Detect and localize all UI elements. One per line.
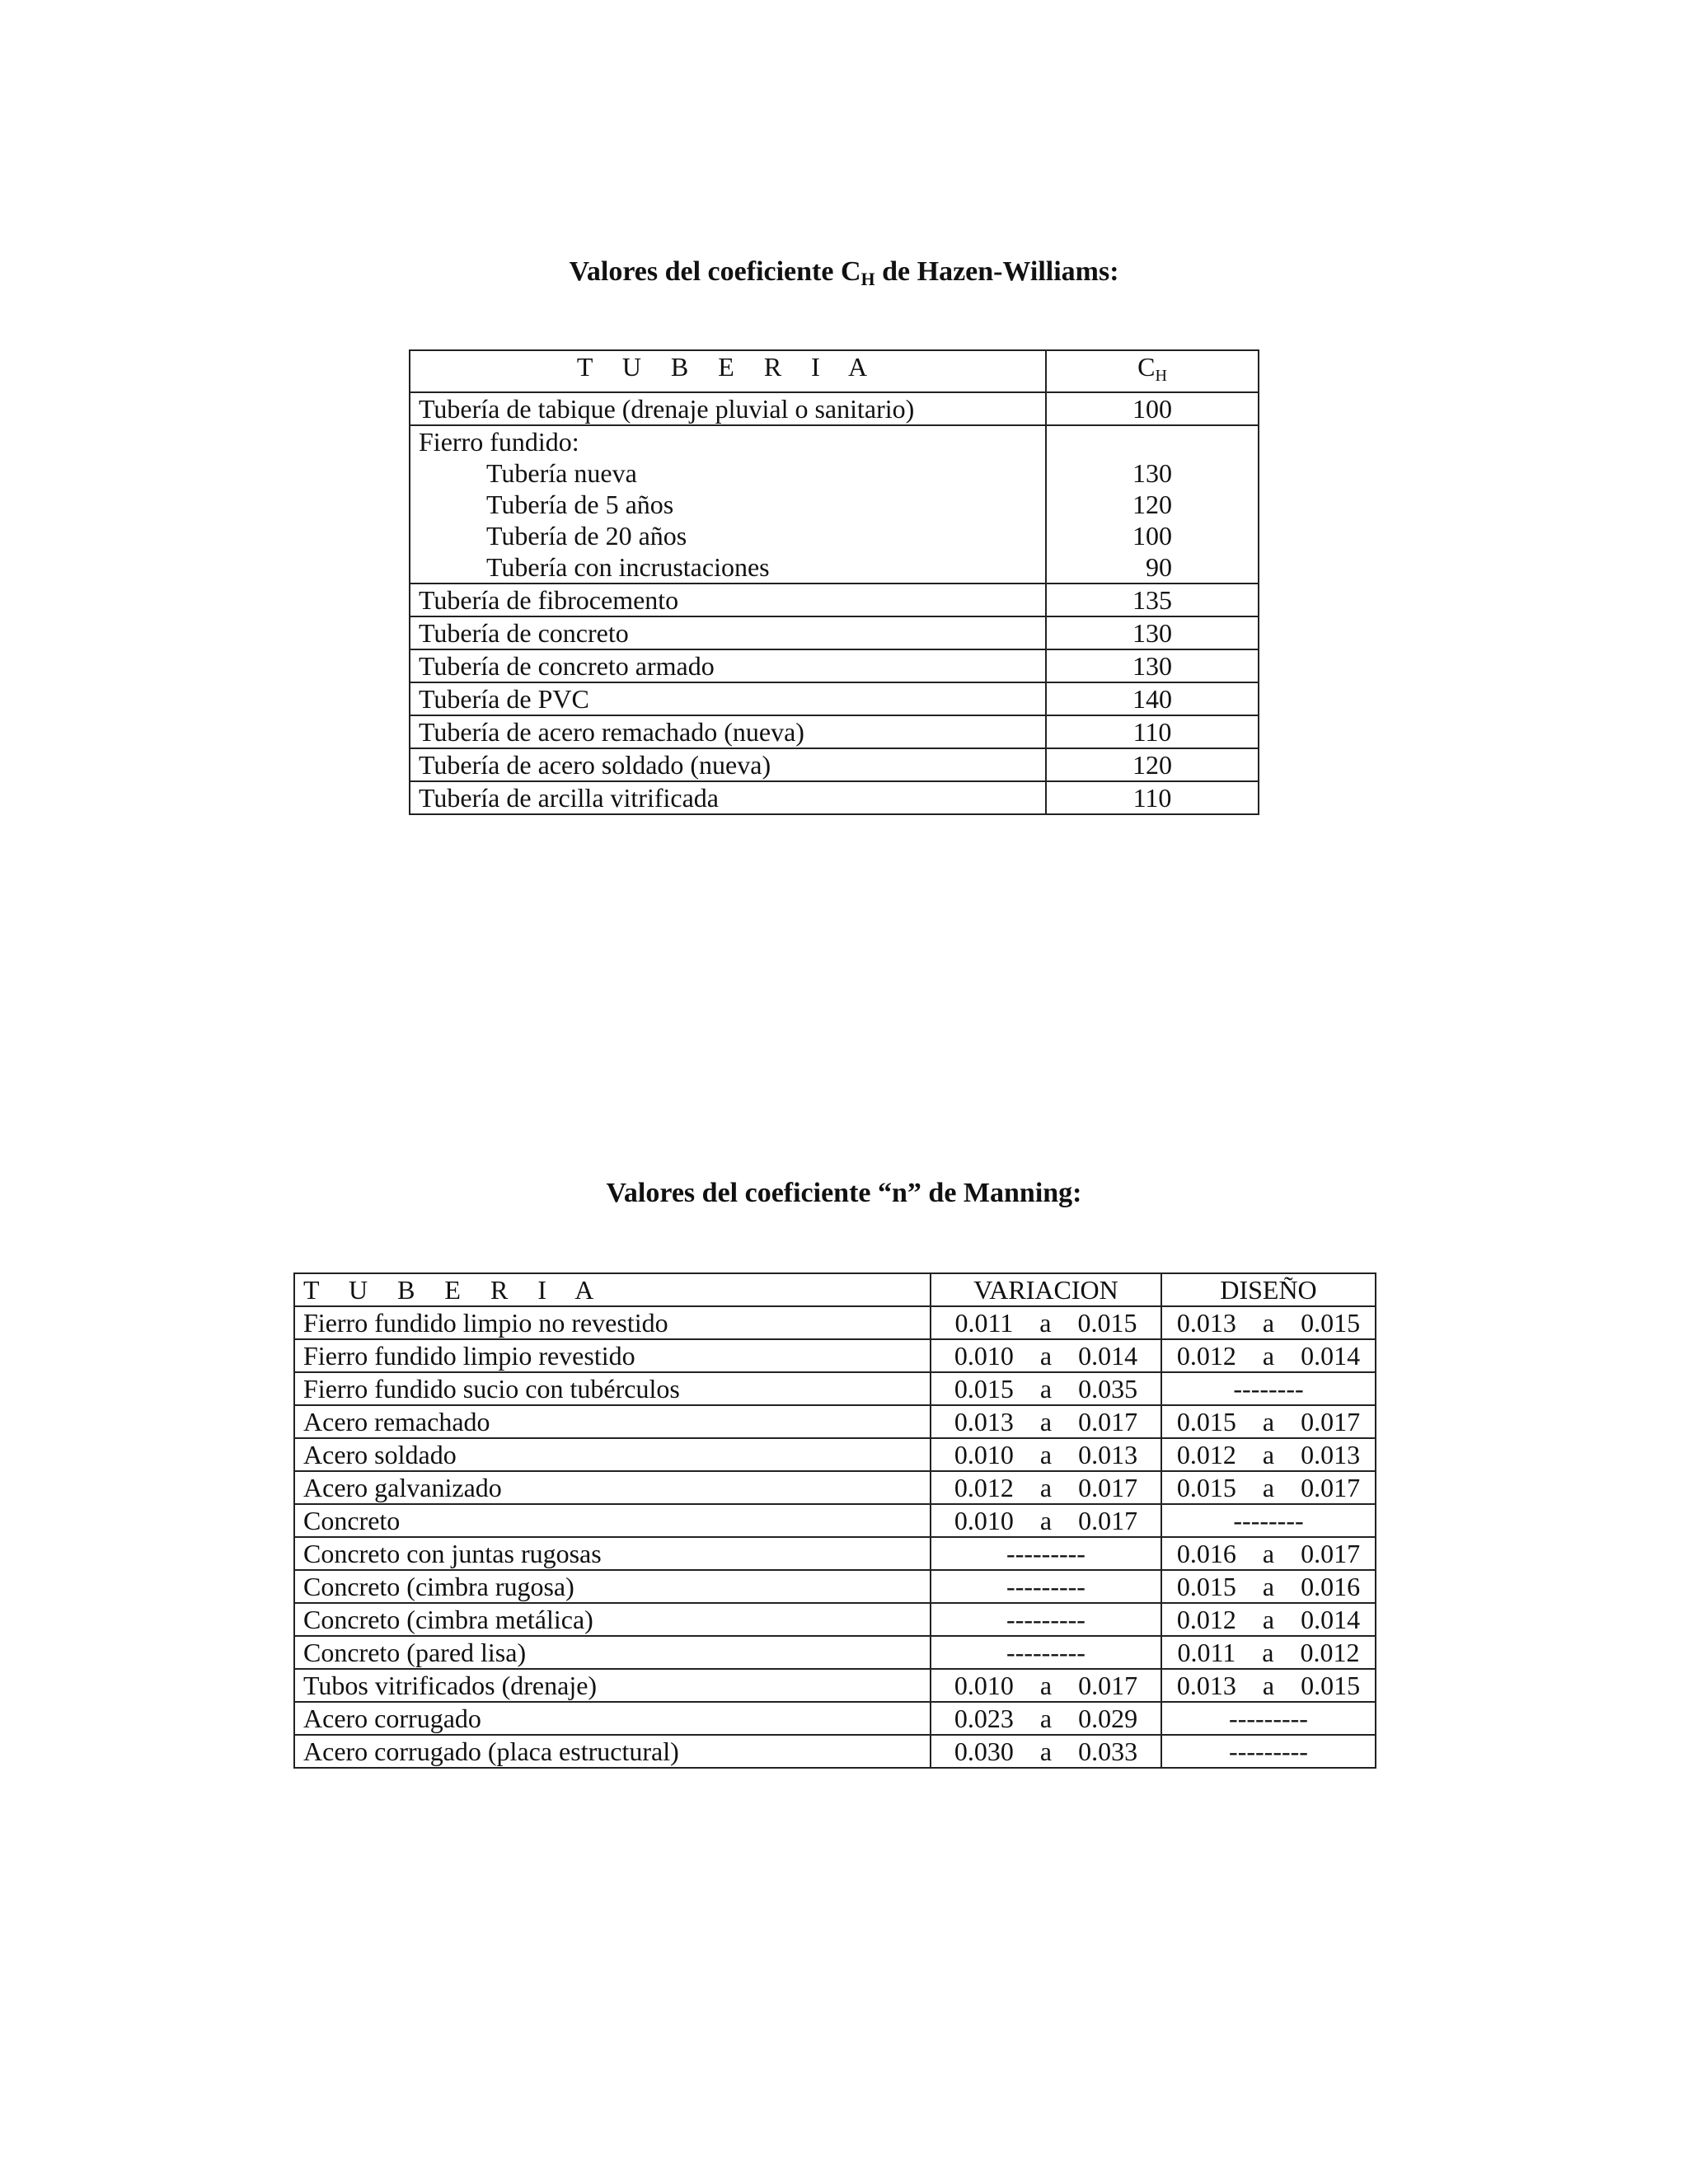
variacion-value: 0.015 a 0.035 [931,1372,1161,1405]
table-row [294,1306,1376,1339]
hazen-williams-table [409,349,1259,815]
group-title: Fierro fundido: [419,427,579,457]
pipe-name: Tubería de fibrocemento [410,583,1046,616]
table-row [294,1372,1376,1405]
variacion-value: 0.023 a 0.029 [931,1702,1161,1735]
pipe-name: Concreto (cimbra metálica) [294,1603,931,1636]
table-row [294,1537,1376,1570]
ch-value: 130 [1046,649,1259,682]
variacion-value: 0.010 a 0.013 [931,1438,1161,1471]
table-row [294,1471,1376,1504]
group-item-value: 90 [1146,552,1172,582]
pipe-name: Tubería de acero soldado (nueva) [410,748,1046,781]
diseno-value: 0.012 a 0.014 [1161,1339,1376,1372]
table-row [294,1603,1376,1636]
diseno-value: 0.015 a 0.016 [1161,1570,1376,1603]
hazen-williams-title: Valores del coeficiente $C_H$ de Hazen-Williams: [569,256,1119,289]
pipe-name: Concreto con juntas rugosas [294,1537,931,1570]
variacion-value: --------- [931,1570,1161,1603]
pipe-name: Tubería de arcilla vitrificada [410,781,1046,814]
table-row [410,649,1259,682]
table-row-group [410,425,1259,583]
diseno-value: 0.016 a 0.017 [1161,1537,1376,1570]
column-header-variacion: VARIACION [931,1273,1161,1306]
diseno-value: 0.013 a 0.015 [1161,1306,1376,1339]
diseno-value: 0.013 a 0.015 [1161,1669,1376,1702]
pipe-name: Tubos vitrificados (drenaje) [294,1669,931,1702]
variacion-value: 0.030 a 0.033 [931,1735,1161,1768]
table-row [410,748,1259,781]
variacion-value: 0.011 a 0.015 [931,1306,1161,1339]
ch-value: 110 [1046,781,1259,814]
column-header-diseno: DISEÑO [1161,1273,1376,1306]
table-header-row [410,350,1259,392]
pipe-name: Acero soldado [294,1438,931,1471]
table-row [294,1405,1376,1438]
diseno-value: 0.012 a 0.014 [1161,1603,1376,1636]
table-row [294,1339,1376,1372]
pipe-name: Tubería de tabique (drenaje pluvial o sanitario) [410,392,1046,425]
group-item-name: Tubería nueva [486,458,637,488]
table-row [410,616,1259,649]
group-item-value: 120 [1132,490,1172,519]
table-row [410,781,1259,814]
variacion-value: 0.012 a 0.017 [931,1471,1161,1504]
table-row [294,1735,1376,1768]
table-row [294,1570,1376,1603]
diseno-value: -------- [1161,1372,1376,1405]
table-row [294,1504,1376,1537]
diseno-value: --------- [1161,1702,1376,1735]
column-header-tuberia: T U B E R I A [410,350,1046,392]
variacion-value: 0.010 a 0.014 [931,1339,1161,1372]
diseno-value: 0.015 a 0.017 [1161,1471,1376,1504]
group-item-value: 130 [1132,458,1172,488]
diseno-value: --------- [1161,1735,1376,1768]
ch-value: 100 [1046,392,1259,425]
pipe-name: Fierro fundido sucio con tubérculos [294,1372,931,1405]
ch-value: 120 [1046,748,1259,781]
table-row [294,1669,1376,1702]
pipe-name: Tubería de PVC [410,682,1046,715]
pipe-name: Tubería de acero remachado (nueva) [410,715,1046,748]
group-item-name: Tubería con incrustaciones [486,552,770,582]
pipe-name: Acero corrugado [294,1702,931,1735]
pipe-name: Concreto (pared lisa) [294,1636,931,1669]
pipe-name: Tubería de concreto armado [410,649,1046,682]
variacion-value: --------- [931,1537,1161,1570]
ch-value: 140 [1046,682,1259,715]
group-item-name: Tubería de 5 años [486,490,674,519]
ch-value: 110 [1046,715,1259,748]
column-header-tuberia: T U B E R I A [294,1273,931,1306]
pipe-name: Concreto [294,1504,931,1537]
diseno-value: -------- [1161,1504,1376,1537]
table-row [410,682,1259,715]
table-row [410,583,1259,616]
group-values [1046,425,1259,583]
pipe-name: Acero corrugado (placa estructural) [294,1735,931,1768]
pipe-group [410,425,1046,583]
pipe-name: Tubería de concreto [410,616,1046,649]
diseno-value: 0.015 a 0.017 [1161,1405,1376,1438]
table-row [294,1702,1376,1735]
variacion-value: 0.010 a 0.017 [931,1504,1161,1537]
group-item-value: 100 [1132,521,1172,551]
table-row [410,392,1259,425]
table-row [294,1636,1376,1669]
variacion-value: --------- [931,1603,1161,1636]
table-row [294,1438,1376,1471]
pipe-name: Acero remachado [294,1405,931,1438]
ch-value: 135 [1046,583,1259,616]
pipe-name: Fierro fundido limpio no revestido [294,1306,931,1339]
table-row [410,715,1259,748]
variacion-value: 0.010 a 0.017 [931,1669,1161,1702]
variacion-value: 0.013 a 0.017 [931,1405,1161,1438]
group-item-name: Tubería de 20 años [486,521,687,551]
manning-title: Valores del coeficiente “n” de Manning: [606,1178,1082,1208]
diseno-value: 0.012 a 0.013 [1161,1438,1376,1471]
ch-value: 130 [1046,616,1259,649]
column-header-ch: $C_H$ [1046,350,1259,392]
pipe-name: Acero galvanizado [294,1471,931,1504]
variacion-value: --------- [931,1636,1161,1669]
manning-table [293,1272,1376,1769]
table-header-row [294,1273,1376,1306]
pipe-name: Concreto (cimbra rugosa) [294,1570,931,1603]
diseno-value: 0.011 a 0.012 [1161,1636,1376,1669]
pipe-name: Fierro fundido limpio revestido [294,1339,931,1372]
